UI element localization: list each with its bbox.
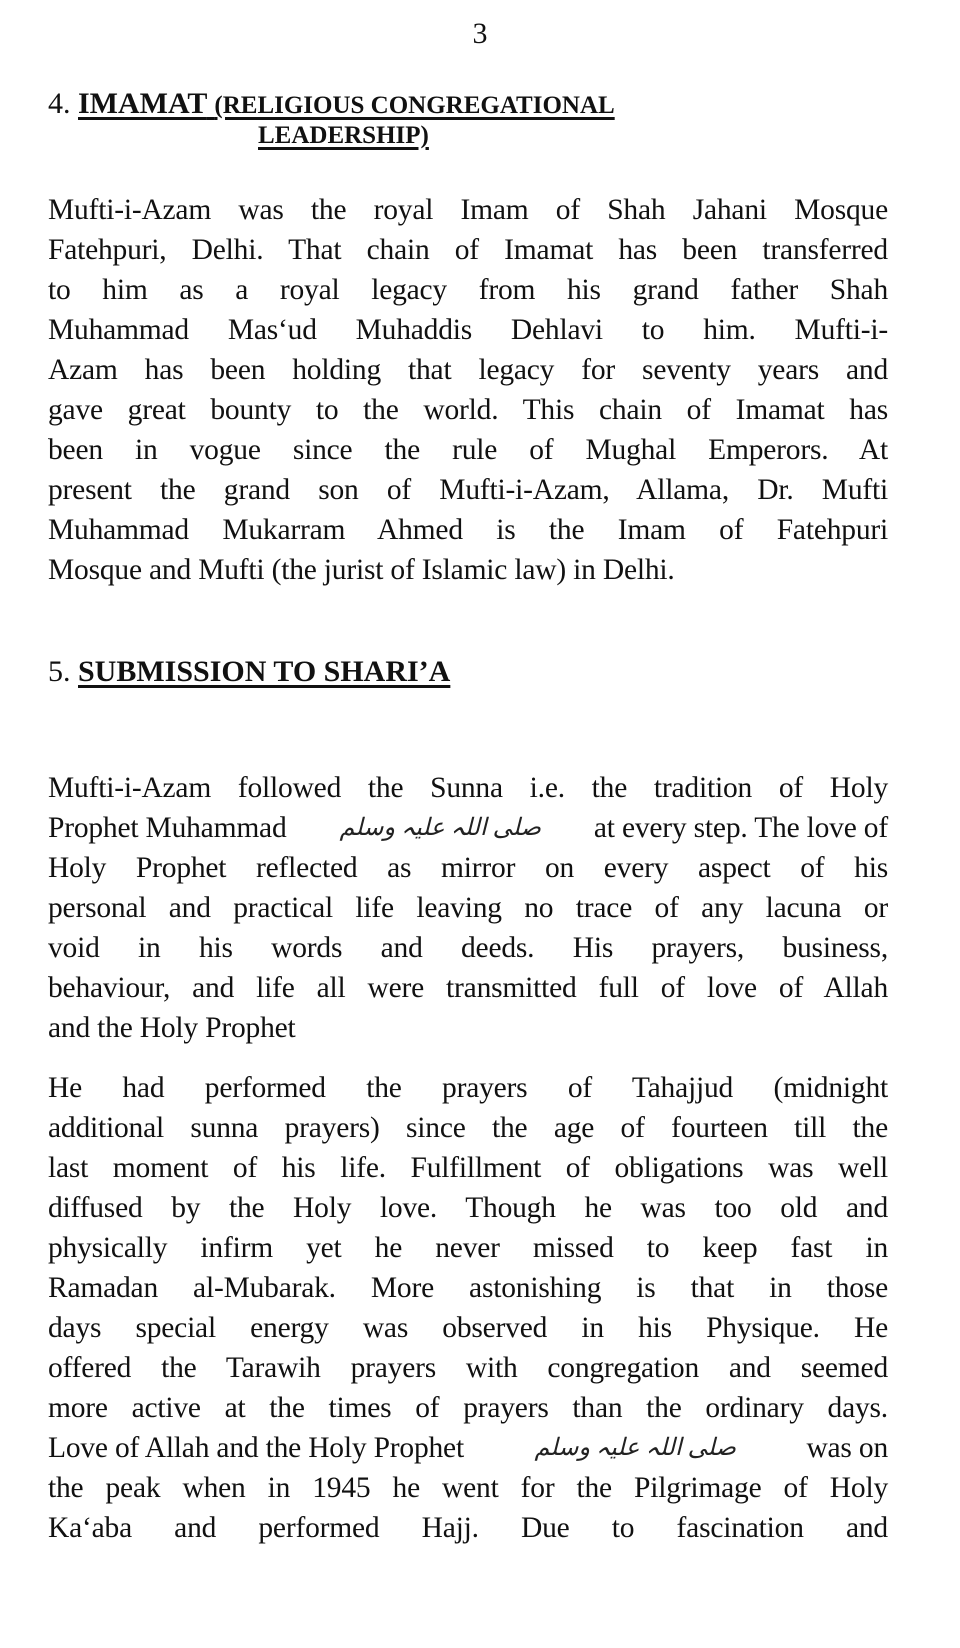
text-line-with-honorific: [48, 1428, 888, 1468]
text-line: last moment of his life. Fulfillment of obligations was well: [48, 1152, 888, 1184]
section-5-heading: [48, 654, 450, 690]
text-segment: at every step. The love of: [593, 812, 888, 844]
text-line: offered the Tarawih prayers with congregation and seemed: [48, 1352, 888, 1384]
text-segment: Prophet Muhammad: [48, 812, 287, 844]
text-line-with-honorific: [48, 808, 888, 848]
text-line: Mufti-i-Azam followed the Sunna i.e. the tradition of Holy: [48, 772, 888, 804]
text-line: more active at the times of prayers than the ordinary days.: [48, 1392, 888, 1424]
text-line: Muhammad Mukarram Ahmed is the Imam of Fatehpuri: [48, 514, 888, 546]
section-4-title-sub: (RELIGIOUS CONGREGATIONAL: [214, 92, 615, 119]
section-4-title-line2: LEADERSHIP): [258, 122, 429, 149]
section-4-title: [78, 87, 615, 120]
text-line: Mufti-i-Azam was the royal Imam of Shah Jahani Mosque: [48, 194, 888, 226]
text-line: additional sunna prayers) since the age of fourteen till the: [48, 1112, 888, 1144]
text-line: physically infirm yet he never missed to keep fast in: [48, 1232, 888, 1264]
text-line: days special energy was observed in his Physique. He: [48, 1312, 888, 1344]
section-5-paragraph-1: [48, 768, 888, 1048]
honorific-calligraphy: صلی اللہ علیہ وسلم: [534, 1435, 736, 1461]
section-4-title-main: IMAMAT: [78, 87, 207, 120]
text-line: void in his words and deeds. His prayers, business,: [48, 932, 888, 964]
section-5-number: 5.: [48, 655, 71, 688]
text-line: He had performed the prayers of Tahajjud (midnight: [48, 1072, 888, 1104]
text-line: Azam has been holding that legacy for seventy years and: [48, 354, 888, 386]
text-line: gave great bounty to the world. This chain of Imamat has: [48, 394, 888, 426]
text-line: Muhammad Mas‘ud Muhaddis Dehlavi to him. Mufti-i-: [48, 314, 888, 346]
text-line: been in vogue since the rule of Mughal Emperors. At: [48, 434, 888, 466]
text-line: to him as a royal legacy from his grand father Shah: [48, 274, 888, 306]
text-line: diffused by the Holy love. Though he was too old and: [48, 1192, 888, 1224]
text-line: Fatehpuri, Delhi. That chain of Imamat has been transferred: [48, 234, 888, 266]
text-line: Ka‘aba and performed Hajj. Due to fascination and: [48, 1512, 888, 1544]
text-segment: Love of Allah and the Holy Prophet: [48, 1432, 464, 1464]
section-4-paragraph: [48, 190, 888, 590]
text-line: Ramadan al-Mubarak. More astonishing is that in those: [48, 1272, 888, 1304]
section-4-number: 4.: [48, 87, 71, 120]
text-line: present the grand son of Mufti-i-Azam, Allama, Dr. Mufti: [48, 474, 888, 506]
section-5-paragraph-2: [48, 1068, 888, 1548]
honorific-calligraphy: صلی اللہ علیہ وسلم: [339, 815, 541, 841]
text-line: personal and practical life leaving no trace of any lacuna or: [48, 892, 888, 924]
text-segment: was on: [806, 1432, 888, 1464]
text-line: behaviour, and life all were transmitted full of love of Allah: [48, 972, 888, 1004]
text-line: and the Holy Prophet: [48, 1012, 296, 1044]
text-line: Holy Prophet reflected as mirror on every aspect of his: [48, 852, 888, 884]
text-line: Mosque and Mufti (the jurist of Islamic law) in Delhi.: [48, 554, 675, 586]
page-number: 3: [472, 17, 488, 50]
text-line: the peak when in 1945 he went for the Pilgrimage of Holy: [48, 1472, 888, 1504]
section-5-title: SUBMISSION TO SHARI’A: [78, 655, 451, 688]
